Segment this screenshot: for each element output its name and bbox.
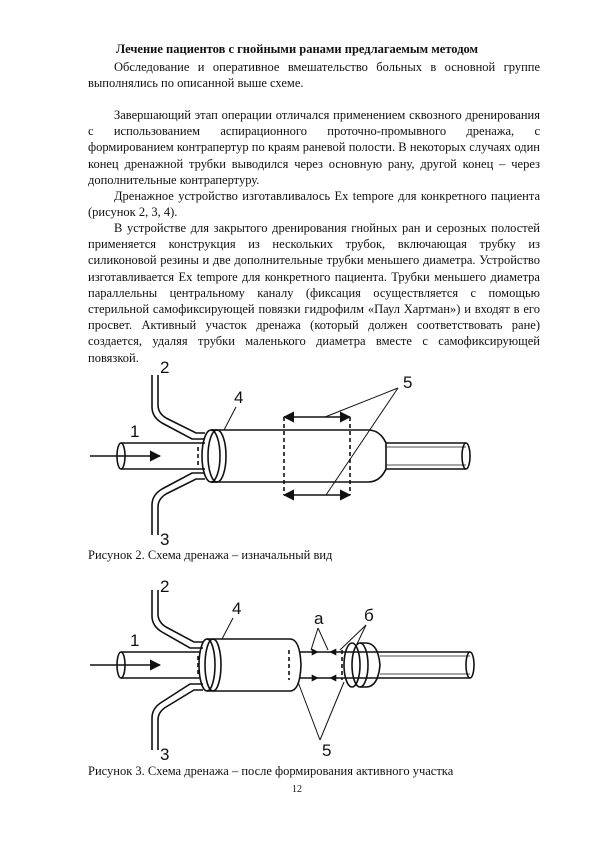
label-4: 4 xyxy=(234,388,244,407)
label-a: а xyxy=(314,609,324,628)
leader-b2 xyxy=(357,625,366,644)
paragraph-3: Дренажное устройство изготавливалось Ex tempore для конкретного пациента (рисунок 2, 3, 4). xyxy=(88,189,540,220)
label-2: 2 xyxy=(160,358,170,377)
label-3: 3 xyxy=(160,530,170,545)
figure-2-caption: Рисунок 2. Схема дренажа – изначальный вид xyxy=(88,548,333,562)
label-4: 4 xyxy=(232,599,242,618)
leader-5a xyxy=(325,388,398,417)
small-tube-3 xyxy=(152,684,203,750)
label-5: 5 xyxy=(403,373,413,392)
paragraph-4: В устройстве для закрытого дренирования гнойных ран и серозных полостей применяется конструкция из нескольких трубок, включающая трубку из силиконовой резины и две дополнительные трубки меньшего диаметра. Устройство изготавливается Ex tempore для конкретного пациента. Трубки меньшего диаметра параллельны центральному каналу (фиксация осуществляется с помощью стерильной самофиксирующей повязки гидрофилм «Паул Хартман») и входят в его просвет. Активный участок дренажа (который должен соответствовать ране) создается, удаляя трубки маленького диаметра вместе с самофиксирующей повязкой. xyxy=(88,221,540,365)
section-heading: Лечение пациентов с гнойными ранами предлагаемым методом xyxy=(115,42,479,56)
figure-3-drainage-diagram xyxy=(0,578,594,768)
leader-5a xyxy=(298,682,320,740)
label-1: 1 xyxy=(130,422,140,441)
small-tube-2 xyxy=(152,375,205,439)
label-1: 1 xyxy=(130,631,140,650)
leader-4 xyxy=(224,407,236,430)
leader-a2 xyxy=(318,628,328,650)
paragraph-1: Обследование и оперативное вмешательство больных в основной группе выполнялись по описанной выше схеме. xyxy=(88,60,540,91)
figure-3-caption: Рисунок 3. Схема дренажа – после формирования активного участка xyxy=(88,764,454,778)
paragraph-2: Завершающий этап операции отличался применением сквозного дренирования с использованием аспирационного проточно-промывного дренажа, с формированием контрапертур по краям раневой полости. В некоторых случаях один конец дренажной трубки выводился через основную рану, другой конец – через дополнительные контрапертуру. xyxy=(88,108,540,187)
main-tube-body xyxy=(211,430,386,482)
label-5: 5 xyxy=(322,741,332,760)
figure-2-drainage-diagram xyxy=(0,355,594,545)
small-tube-3 xyxy=(152,473,205,535)
page-number: 12 xyxy=(292,784,302,795)
leader-b1 xyxy=(340,625,366,650)
label-b: б xyxy=(364,606,374,625)
leader-4 xyxy=(222,618,233,639)
leader-5b xyxy=(326,388,398,495)
label-2: 2 xyxy=(160,578,170,596)
leader-a1 xyxy=(311,628,318,650)
label-3: 3 xyxy=(160,745,170,764)
leader-5b xyxy=(320,682,344,740)
